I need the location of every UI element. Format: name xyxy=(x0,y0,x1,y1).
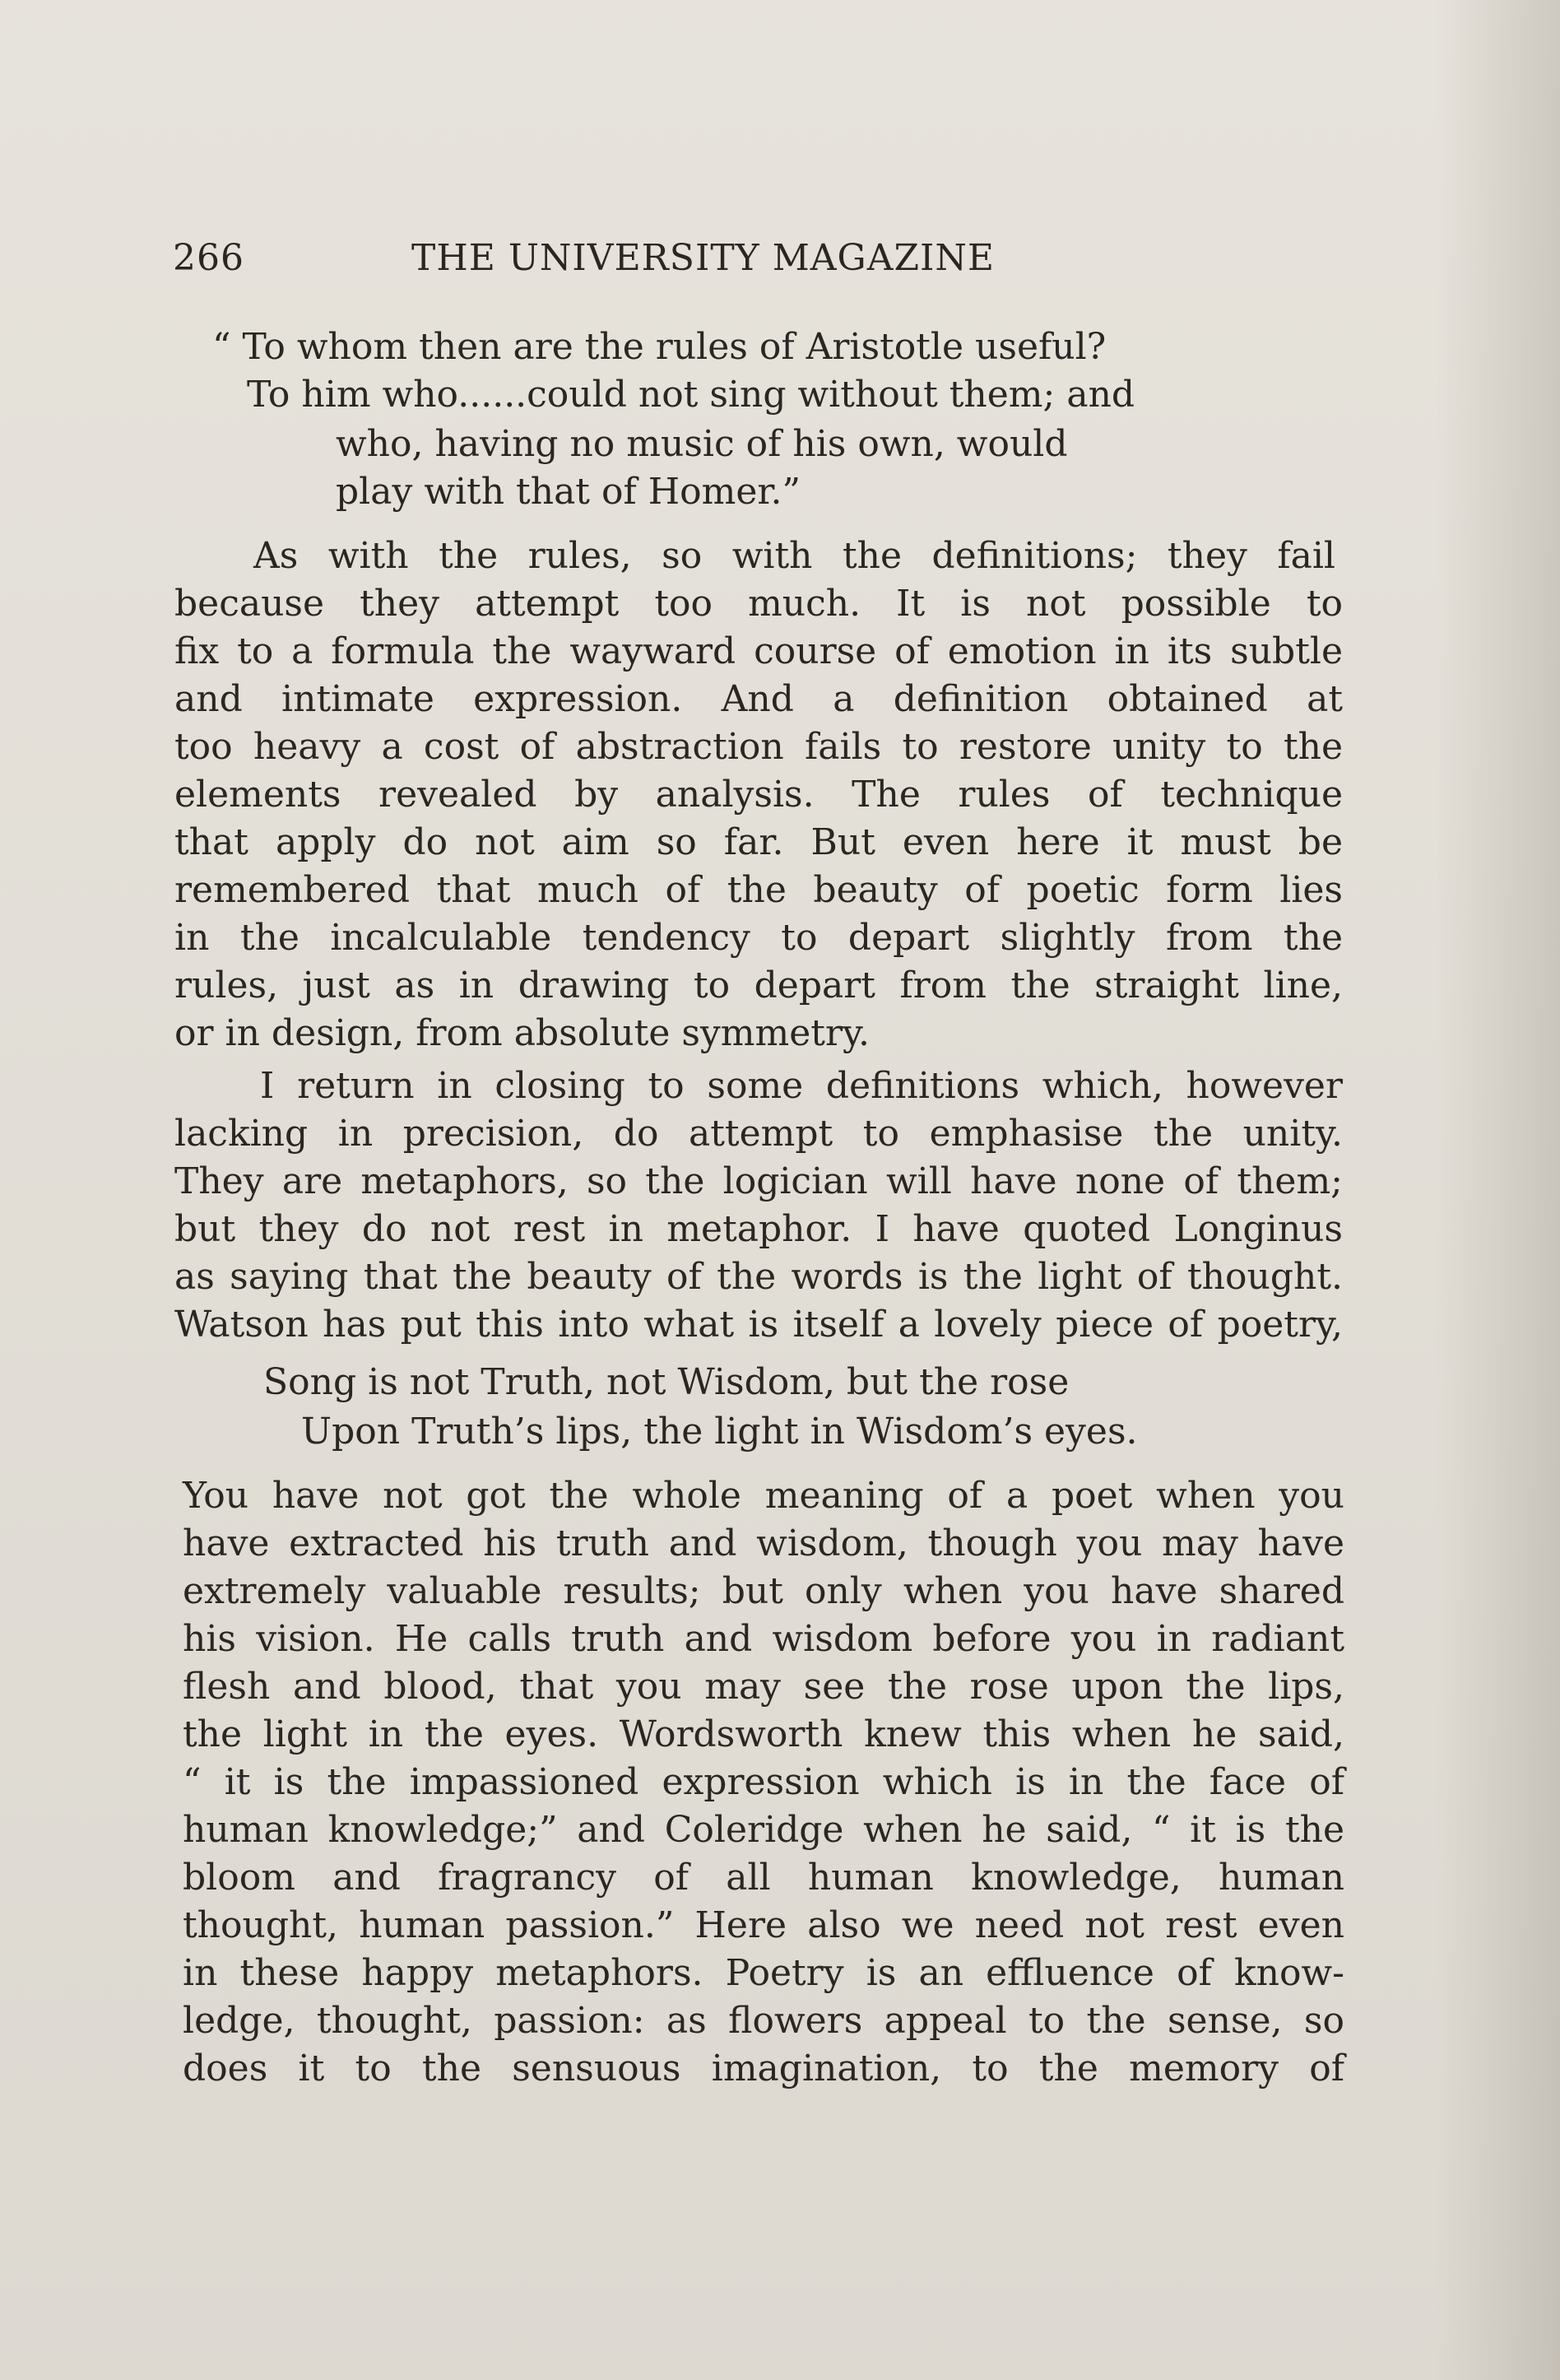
journal-title: THE UNIVERSITY MAGAZINE xyxy=(411,237,996,279)
running-head xyxy=(173,237,1045,286)
page-number: 266 xyxy=(173,237,244,279)
paragraph-line: remembered that much of the beauty of poetic form lies xyxy=(174,869,1343,911)
paragraph-line: as saying that the beauty of the words is the light of thought. xyxy=(174,1256,1343,1298)
paragraph-line: thought, human passion.” Here also we need not rest even xyxy=(183,1904,1344,1946)
paragraph-line: does it to the sensuous imagination, to the memory of xyxy=(183,2048,1344,2089)
paragraph-line: “ it is the impassioned expression which is in the face of xyxy=(183,1761,1344,1803)
quotation-line: To him who......could not sing without them; and xyxy=(247,374,1135,416)
paragraph-line: They are metaphors, so the logician will have none of them; xyxy=(174,1160,1343,1202)
paragraph-line: elements revealed by analysis. The rules of technique xyxy=(174,774,1343,816)
paragraph-line: in these happy metaphors. Poetry is an effluence of know- xyxy=(183,1952,1344,1994)
paragraph-line: in the incalculable tendency to depart slightly from the xyxy=(174,917,1343,959)
quotation-line: play with that of Homer.” xyxy=(336,471,801,513)
quotation-line: who, having no music of his own, would xyxy=(336,423,1068,465)
paragraph-line: too heavy a cost of abstraction fails to restore unity to the xyxy=(174,726,1343,768)
paragraph-line: As with the rules, so with the definitions; they fail xyxy=(253,535,1335,577)
paragraph-line: Watson has put this into what is itself a lovely piece of poetry, xyxy=(174,1304,1343,1346)
verse-line: Song is not Truth, not Wisdom, but the rose xyxy=(263,1361,1070,1403)
paragraph-line: or in design, from absolute symmetry. xyxy=(174,1012,870,1054)
quotation-line: “ To whom then are the rules of Aristotle useful? xyxy=(212,326,1107,368)
paragraph-line: his vision. He calls truth and wisdom before you in radiant xyxy=(183,1618,1344,1660)
paragraph-line: but they do not rest in metaphor. I have quoted Longinus xyxy=(174,1208,1343,1250)
paragraph-line: the light in the eyes. Wordsworth knew this when he said, xyxy=(183,1713,1344,1755)
paragraph-line: ledge, thought, passion: as flowers appeal to the sense, so xyxy=(183,2000,1344,2042)
paragraph-line: and intimate expression. And a definition obtained at xyxy=(174,678,1343,720)
paragraph-line: lacking in precision, do attempt to emphasise the unity. xyxy=(174,1113,1343,1155)
paragraph-line: that apply do not aim so far. But even here it must be xyxy=(174,821,1343,863)
paragraph-line: because they attempt too much. It is not possible to xyxy=(174,583,1343,625)
paragraph-line: rules, just as in drawing to depart from the straight line, xyxy=(174,965,1343,1006)
paragraph-line: have extracted his truth and wisdom, though you may have xyxy=(183,1522,1344,1564)
paragraph-line: You have not got the whole meaning of a poet when you xyxy=(183,1475,1344,1517)
paragraph-line: human knowledge;” and Coleridge when he said, “ it is the xyxy=(183,1809,1344,1851)
verse-line: Upon Truth’s lips, the light in Wisdom’s eyes. xyxy=(301,1411,1138,1453)
paragraph-line: flesh and blood, that you may see the rose upon the lips, xyxy=(183,1666,1344,1708)
paragraph-line: fix to a formula the wayward course of emotion in its subtle xyxy=(174,630,1343,672)
paragraph-line: extremely valuable results; but only when you have shared xyxy=(183,1570,1344,1612)
paragraph-line: bloom and fragrancy of all human knowledge, human xyxy=(183,1857,1344,1899)
paragraph-line: I return in closing to some definitions which, however xyxy=(260,1065,1343,1107)
